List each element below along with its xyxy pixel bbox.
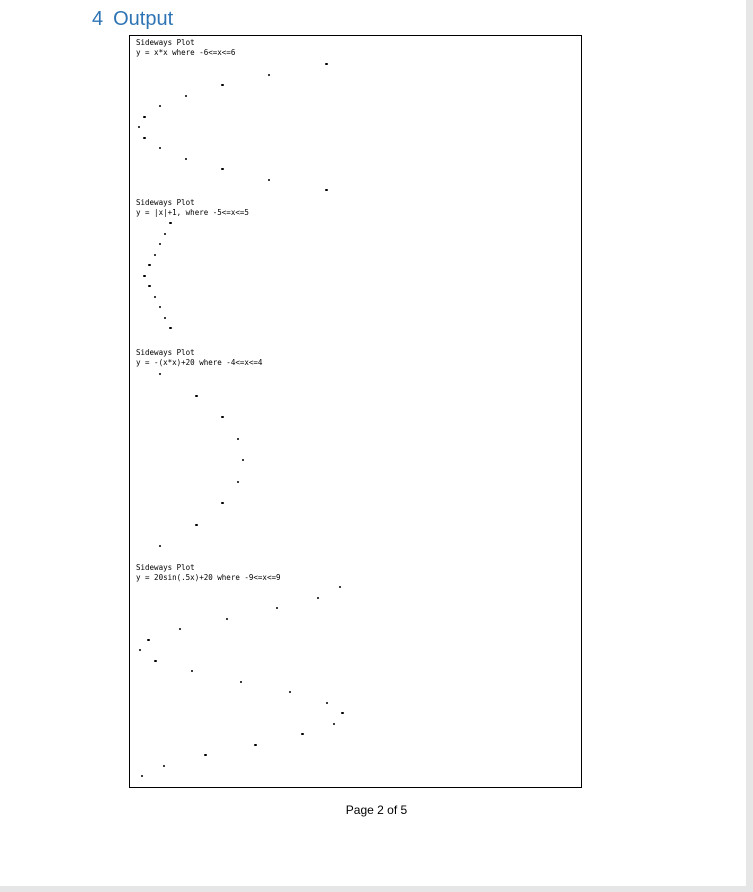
- plot-1-point: [268, 179, 270, 181]
- plot-1-point: [185, 158, 187, 160]
- plot-2-point: [143, 275, 145, 277]
- plot-2-point: [159, 306, 161, 308]
- plot-4-point: [254, 744, 256, 746]
- plot-4-point: [339, 586, 341, 588]
- plot-3-point: [195, 524, 197, 526]
- plot-4-point: [276, 607, 278, 609]
- plot-1-point: [268, 74, 270, 76]
- plot-2-point: [148, 264, 150, 266]
- plot-1-point: [325, 189, 327, 191]
- plot-4-point: [147, 639, 149, 641]
- plot-1-point: [185, 95, 187, 97]
- plot-subtitle-text: y = -(x*x)+20 where -4<=x<=4: [136, 358, 263, 367]
- plot-1-point: [159, 105, 161, 107]
- plot-4-point: [204, 754, 206, 756]
- plot-3-point: [159, 545, 161, 547]
- plot-1-point: [325, 63, 327, 65]
- plot-title-text: Sideways Plot: [136, 38, 195, 47]
- plot-title-text: Sideways Plot: [136, 563, 195, 572]
- plot-3-point: [237, 438, 239, 440]
- section-heading: [92, 8, 173, 31]
- plot-4-point: [141, 775, 143, 777]
- plot-4-point: [191, 670, 193, 672]
- plot-1-point: [159, 147, 161, 149]
- plot-2-point: [164, 233, 166, 235]
- plot-1-point: [221, 168, 223, 170]
- plot-4-point: [163, 765, 165, 767]
- plot-2-point: [169, 222, 171, 224]
- plot-2-point: [169, 327, 171, 329]
- plot-3-point: [237, 481, 239, 483]
- plot-3-point: [221, 416, 223, 418]
- plot-2-point: [164, 317, 166, 319]
- plot-4-point: [289, 691, 291, 693]
- plot-title-text: Sideways Plot: [136, 348, 195, 357]
- plot-2-point: [148, 285, 150, 287]
- plot-3-point: [195, 395, 197, 397]
- plot-4-point: [240, 681, 242, 683]
- plot-1-point: [138, 126, 140, 128]
- plot-1-point: [221, 84, 223, 86]
- plot-4-point: [333, 723, 335, 725]
- plot-4-point: [154, 660, 156, 662]
- plot-4-title: [136, 563, 281, 583]
- section-number: 4: [92, 8, 104, 30]
- plot-title-text: Sideways Plot: [136, 198, 195, 207]
- plot-1-point: [143, 116, 145, 118]
- page-footer: Page 2 of 5: [345, 803, 408, 817]
- plot-2-point: [154, 254, 156, 256]
- plot-4-point: [179, 628, 181, 630]
- plot-4-point: [226, 618, 228, 620]
- plot-3-point: [221, 502, 223, 504]
- plot-4-point: [139, 649, 141, 651]
- plot-1-point: [143, 137, 145, 139]
- plot-3-point: [242, 459, 244, 461]
- plot-subtitle-text: y = |x|+1, where -5<=x<=5: [136, 208, 249, 217]
- plot-4-point: [317, 597, 319, 599]
- plot-4-point: [326, 702, 328, 704]
- plot-1-title: [136, 38, 235, 58]
- plot-2-point: [154, 296, 156, 298]
- plot-subtitle-text: y = x*x where -6<=x<=6: [136, 48, 236, 57]
- section-title: Output: [113, 8, 174, 30]
- plot-2-point: [159, 243, 161, 245]
- plot-4-point: [341, 712, 343, 714]
- plot-3-title: [136, 348, 262, 368]
- plot-subtitle-text: y = 20sin(.5x)+20 where -9<=x<=9: [136, 573, 281, 582]
- output-frame: [129, 35, 582, 788]
- plot-4-point: [301, 733, 303, 735]
- plot-3-point: [159, 373, 161, 375]
- plot-2-title: [136, 198, 249, 218]
